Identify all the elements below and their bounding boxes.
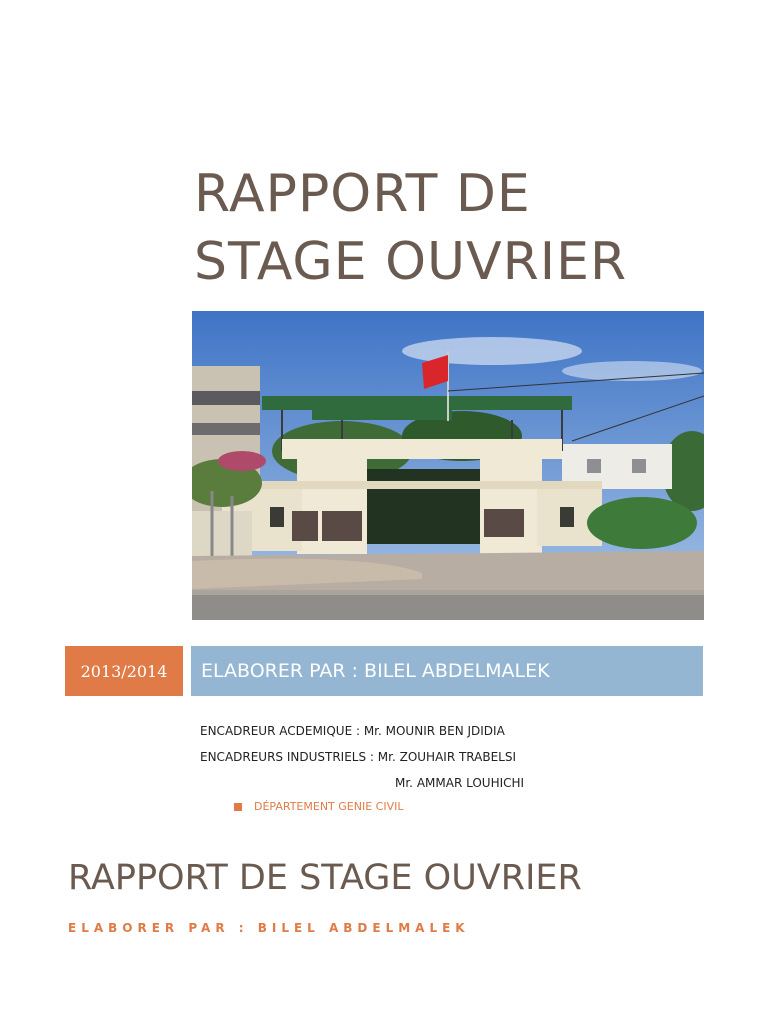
school-entrance-photo bbox=[192, 311, 704, 620]
industrial-supervisor-2: Mr. AMMAR LOUHICHI bbox=[395, 776, 525, 790]
cover-title: RAPPORT DE STAGE OUVRIER bbox=[194, 164, 628, 292]
author-banner: ELABORER PAR : BILEL ABDELMALEK bbox=[191, 646, 703, 696]
year-label: 2013/2014 bbox=[65, 646, 183, 696]
academic-supervisor: ENCADREUR ACDEMIQUE : Mr. MOUNIR BEN JDIDIA bbox=[200, 724, 505, 738]
department-label: DÉPARTEMENT GENIE CIVIL bbox=[254, 800, 404, 813]
footer-title: RAPPORT DE STAGE OUVRIER bbox=[68, 858, 582, 898]
department-line bbox=[234, 800, 404, 813]
square-bullet-icon bbox=[234, 803, 242, 811]
footer-subtitle: ELABORER PAR : BILEL ABDELMALEK bbox=[68, 921, 470, 935]
industrial-supervisors: ENCADREURS INDUSTRIELS : Mr. ZOUHAIR TRABELSI bbox=[200, 750, 517, 764]
